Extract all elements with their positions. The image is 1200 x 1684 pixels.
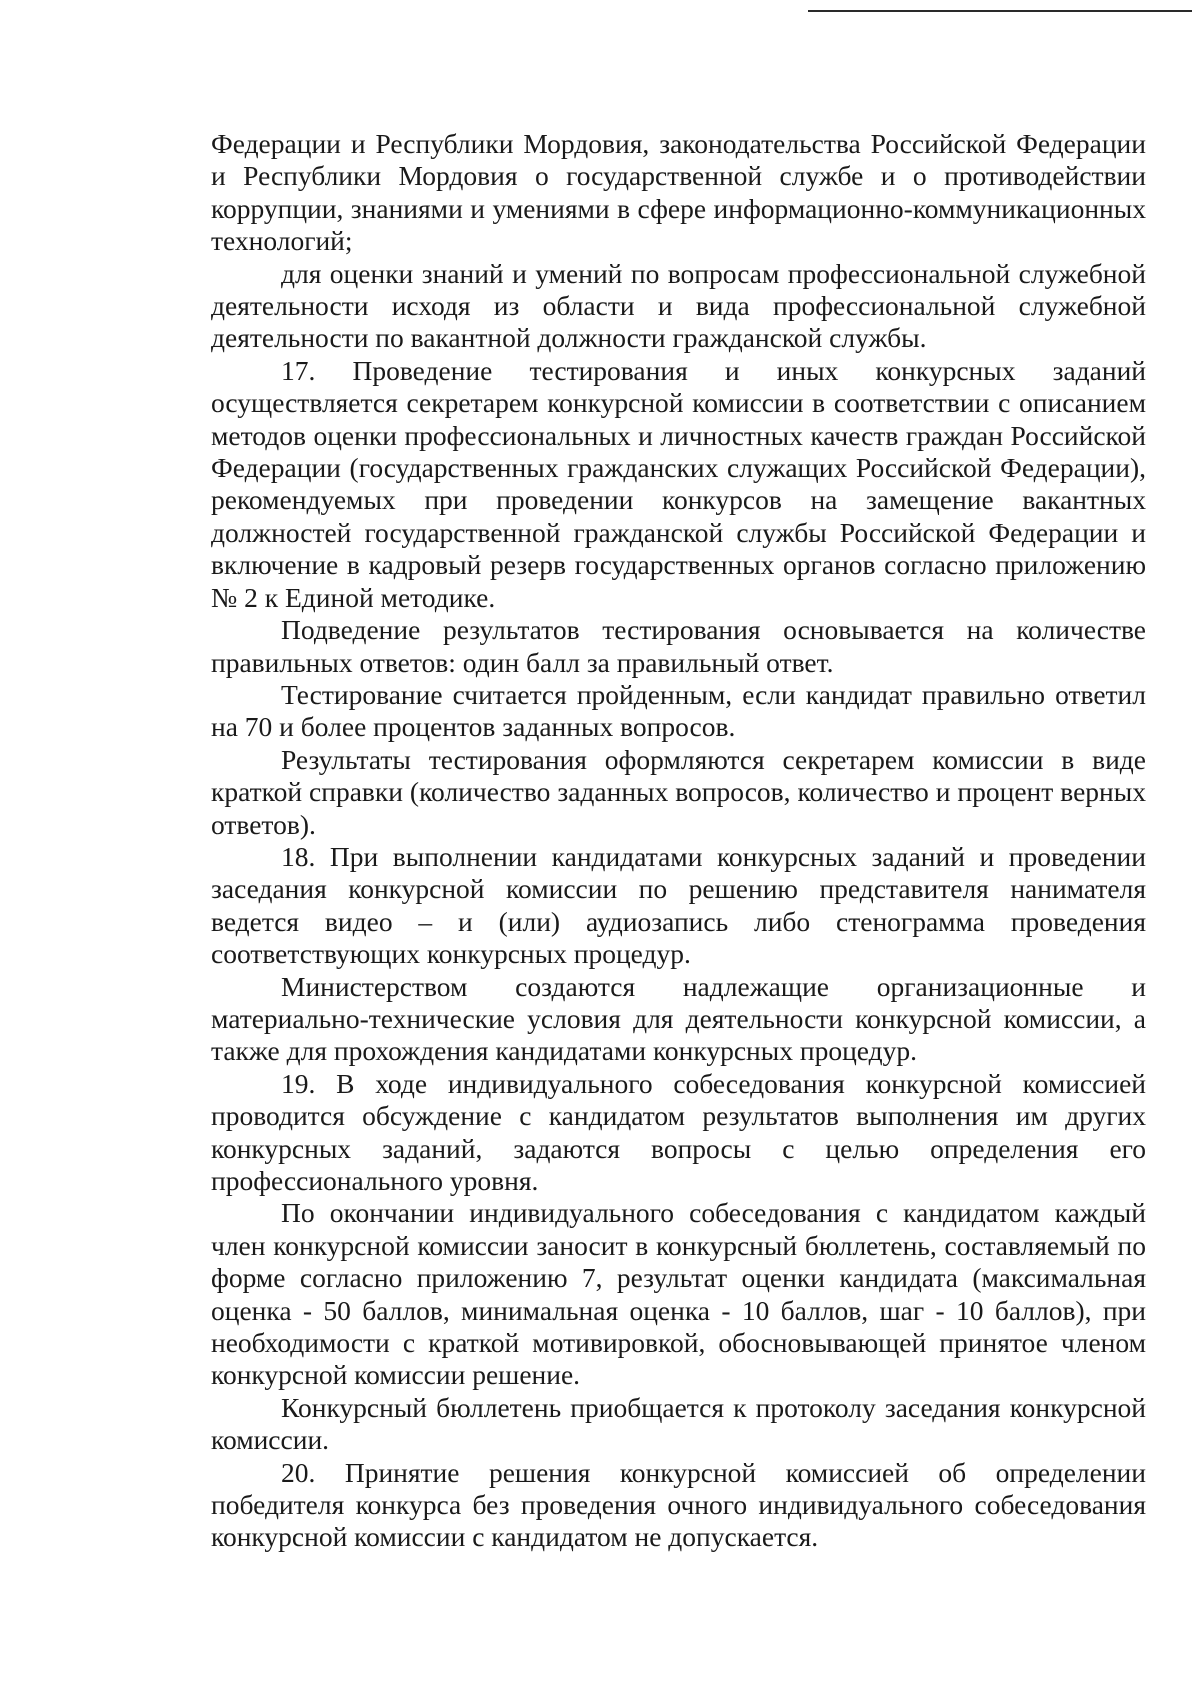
paragraph-ministry-conditions: Министерством создаются надлежащие организационные и материально-технические условия для деятельности конкурсной комиссии, а также для прохождения кандидатами конкурсных процедур. [211,970,1146,1067]
paragraph-continuation-qualifications: Федерации и Республики Мордовия, законодательства Российской Федерации и Республики Мордовия о государственной службе и о противодействии коррупции, знаниями и умениями в сфере информационно-коммуникационных технологий; [211,128,1146,257]
paragraph-20-decision: 20. Принятие решения конкурсной комиссией об определении победителя конкурса без проведения очного индивидуального собеседования конкурсной комиссии с кандидатом не допускается. [211,1456,1146,1553]
paragraph-testing-scoring: Подведение результатов тестирования основывается на количестве правильных ответов: один балл за правильный ответ. [211,614,1146,678]
paragraph-ballot-evaluation: По окончании индивидуального собеседования с кандидатом каждый член конкурсной комиссии заносит в конкурсный бюллетень, составляемый по форме согласно приложению 7, результат оценки кандидата (максимальная оценка - 50 баллов, минимальная оценка - 10 баллов, шаг - 10 баллов), при необходимости с краткой мотивировкой, обосновывающей принятое членом конкурсной комиссии решение. [211,1197,1146,1391]
top-horizontal-rule [808,10,1192,12]
paragraph-19-interview: 19. В ходе индивидуального собеседования конкурсной комиссией проводится обсуждение с кандидатом результатов выполнения им других конкурсных заданий, задаются вопросы с целью определения его профессионального уровня. [211,1067,1146,1196]
paragraph-ballot-attachment: Конкурсный бюллетень приобщается к протоколу заседания конкурсной комиссии. [211,1391,1146,1456]
paragraph-testing-pass-threshold: Тестирование считается пройденным, если кандидат правильно ответил на 70 и более процентов заданных вопросов. [211,678,1146,743]
paragraph-18-recording: 18. При выполнении кандидатами конкурсных заданий и проведении заседания конкурсной комиссии по решению представителя нанимателя ведется видео – и (или) аудиозапись либо стенограмма проведения соответствующих конкурсных процедур. [211,840,1146,970]
paragraph-testing-results-report: Результаты тестирования оформляются секретарем комиссии в виде краткой справки (количество заданных вопросов, количество и процент верных ответов). [211,743,1146,840]
paragraph-professional-knowledge-assessment: для оценки знаний и умений по вопросам профессиональной служебной деятельности исходя из области и вида профессиональной служебной деятельности по вакантной должности гражданской службы. [211,257,1146,354]
document-body [211,128,1146,1554]
paragraph-17-testing: 17. Проведение тестирования и иных конкурсных заданий осуществляется секретарем конкурсной комиссии в соответствии с описанием методов оценки профессиональных и личностных качеств граждан Российской Федерации (государственных гражданских служащих Российской Федерации), рекомендуемых при проведении конкурсов на замещение вакантных должностей государственной гражданской службы Российской Федерации и включение в кадровый резерв государственных органов согласно приложению № 2 к Единой методике. [211,354,1146,613]
